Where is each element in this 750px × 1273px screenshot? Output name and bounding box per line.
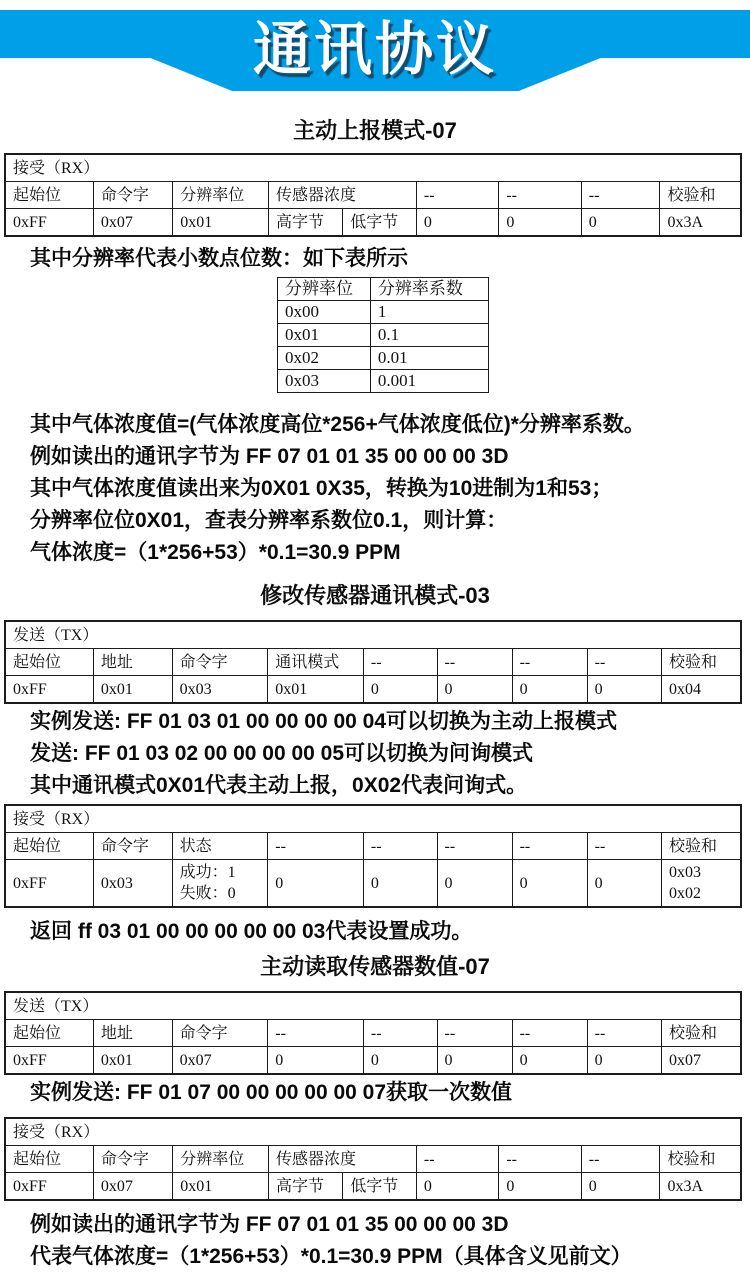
table-cell: 低字节 [343, 209, 417, 237]
concentration-formula-paragraph [0, 409, 750, 569]
text-line: 其中气体浓度值读出来为0X01 0X35，转换为10进制为1和53； [30, 477, 613, 500]
table-cell: -- [512, 1020, 587, 1047]
table-cell: 分辨率系数 [370, 278, 488, 301]
table-cell: 0 [581, 1173, 660, 1201]
table-cell: 地址 [93, 649, 172, 676]
text-line: 例如读出的通讯字节为 FF 07 01 01 35 00 00 00 3D [30, 1213, 509, 1236]
table-cell: 0x07 [93, 209, 172, 237]
section-title-active-report: 主动上报模式-07 [293, 118, 457, 143]
table-cell: -- [268, 833, 364, 860]
table-cell: 0 [437, 676, 512, 704]
table-cell: 地址 [93, 1020, 172, 1047]
table-cell: 高字节 [268, 209, 342, 237]
table-cell: 0x03 [278, 370, 371, 393]
table-cell: 0 [268, 860, 364, 908]
mode-switch-paragraph [0, 706, 750, 802]
table-cell: 0 [499, 1173, 581, 1201]
table-cell: -- [587, 1020, 661, 1047]
table-cell: -- [363, 649, 437, 676]
rx07-protocol-table [4, 153, 742, 237]
resolution-note [0, 243, 750, 275]
table-cell: -- [437, 649, 512, 676]
table-cell: 0 [363, 1047, 437, 1075]
table-cell: 0xFF [5, 1047, 93, 1075]
table-cell: 接受（RX） [5, 1118, 741, 1146]
table-cell: 0x07 [93, 1173, 172, 1201]
table-cell: 低字节 [343, 1173, 417, 1201]
table-cell: 起始位 [5, 1146, 93, 1173]
table-cell: 0xFF [5, 676, 93, 704]
text-line: 分辨率位位0X01，查表分辨率系数位0.1，则计算： [30, 509, 508, 532]
table-cell: 0 [512, 1047, 587, 1075]
text-line: 其中通讯模式0X01代表主动上报，0X02代表问询式。 [30, 774, 528, 797]
table-cell: 0x03 [172, 676, 268, 704]
table-cell: 0x04 [661, 676, 741, 704]
text-line: 实例发送: FF 01 07 00 00 00 00 00 07获取一次数值 [30, 1081, 513, 1104]
table-cell: 0 [512, 860, 587, 908]
tx03-protocol-table [4, 620, 742, 704]
table-cell: 0.1 [370, 324, 488, 347]
table-cell: 通讯模式 [268, 649, 364, 676]
return-success-note [0, 916, 750, 948]
table-cell: 0x00 [278, 301, 371, 324]
table-cell: 0x3A [660, 1173, 741, 1201]
table-cell: 0x07 [661, 1047, 741, 1075]
table-cell: 起始位 [5, 649, 93, 676]
table-cell: 0x3A [660, 209, 741, 237]
text-line: 气体浓度=（1*256+53）*0.1=30.9 PPM [30, 541, 401, 564]
table-cell: 接受（RX） [5, 805, 741, 833]
table-cell: 0 [363, 860, 437, 908]
text-line: 例如读出的通讯字节为 FF 07 01 01 35 00 00 00 3D [30, 445, 509, 468]
text-line: 代表气体浓度=（1*256+53）*0.1=30.9 PPM（具体含义见前文） [30, 1245, 632, 1268]
table-cell: 校验和 [661, 649, 741, 676]
table-cell: 0x01 [93, 676, 172, 704]
table-cell: 状态 [172, 833, 268, 860]
table-cell: 分辨率位 [173, 1146, 269, 1173]
closing-paragraph [0, 1209, 750, 1273]
table-cell: 0 [581, 209, 660, 237]
text-line: 其中气体浓度值=(气体浓度高位*256+气体浓度低位)*分辨率系数。 [30, 413, 645, 436]
table-cell: 传感器浓度 [268, 182, 416, 209]
table-cell: 起始位 [5, 182, 93, 209]
table-cell: 0 [437, 860, 512, 908]
table-cell: 0 [416, 209, 498, 237]
table-cell: 分辨率位 [278, 278, 371, 301]
table-cell: 高字节 [268, 1173, 342, 1201]
table-cell: 命令字 [93, 833, 172, 860]
table-cell: -- [512, 833, 587, 860]
table-cell: 0x01 [173, 1173, 269, 1201]
table-cell: 起始位 [5, 1020, 93, 1047]
table-cell: 0 [499, 209, 581, 237]
table-cell: -- [416, 182, 498, 209]
table-cell: 0x01 [173, 209, 269, 237]
table-cell: -- [499, 1146, 581, 1173]
text-line: 返回 ff 03 01 00 00 00 00 00 03代表设置成功。 [30, 920, 473, 943]
text-line: 其中分辨率代表小数点位数：如下表所示 [30, 247, 408, 270]
table-cell: -- [499, 182, 581, 209]
table-cell: 0x03 [93, 860, 172, 908]
text-line: 发送: FF 01 03 02 00 00 00 00 05可以切换为问询模式 [30, 742, 534, 765]
tx07-protocol-table [4, 991, 742, 1075]
table-cell: -- [416, 1146, 498, 1173]
table-cell: 校验和 [660, 1146, 741, 1173]
page-title: 通讯协议 [252, 17, 497, 82]
section-title-change-mode: 修改传感器通讯模式-03 [260, 583, 490, 608]
table-cell: 0xFF [5, 1173, 93, 1201]
table-cell: 0 [416, 1173, 498, 1201]
table-cell: 接受（RX） [5, 154, 741, 182]
table-cell: 命令字 [93, 182, 172, 209]
table-cell: 传感器浓度 [268, 1146, 416, 1173]
table-cell: 1 [370, 301, 488, 324]
table-cell: -- [581, 1146, 660, 1173]
table-cell: 0 [268, 1047, 364, 1075]
resolution-coefficient-table [277, 277, 489, 393]
table-cell: 0x03 0x02 [661, 860, 741, 908]
table-cell: 0 [587, 676, 661, 704]
table-cell: 0.01 [370, 347, 488, 370]
table-cell: 命令字 [172, 1020, 268, 1047]
table-cell: -- [437, 833, 512, 860]
table-cell: 校验和 [661, 833, 741, 860]
table-cell: -- [363, 833, 437, 860]
table-cell: 0x07 [172, 1047, 268, 1075]
table-cell: 0 [363, 676, 437, 704]
table-cell: 0x02 [278, 347, 371, 370]
table-cell: 校验和 [661, 1020, 741, 1047]
page-banner [0, 0, 750, 100]
table-cell: 发送（TX） [5, 621, 741, 649]
table-cell: 成功：1 失败：0 [172, 860, 268, 908]
table-cell: 0xFF [5, 860, 93, 908]
section-title-active-read: 主动读取传感器数值-07 [260, 954, 490, 979]
table-cell: 起始位 [5, 833, 93, 860]
table-cell: -- [437, 1020, 512, 1047]
table-cell: -- [268, 1020, 364, 1047]
rx07-repeat-protocol-table [4, 1117, 742, 1201]
table-cell: 0 [587, 860, 661, 908]
table-cell: 0x01 [93, 1047, 172, 1075]
table-cell: 0xFF [5, 209, 93, 237]
table-cell: 0x01 [278, 324, 371, 347]
table-cell: 0 [587, 1047, 661, 1075]
table-cell: -- [363, 1020, 437, 1047]
table-cell: 0x01 [268, 676, 364, 704]
table-cell: 0 [512, 676, 587, 704]
text-line: 实例发送: FF 01 03 01 00 00 00 00 04可以切换为主动上报模式 [30, 710, 618, 733]
table-cell: 分辨率位 [173, 182, 269, 209]
table-cell: 校验和 [660, 182, 741, 209]
table-cell: -- [587, 833, 661, 860]
table-cell: 发送（TX） [5, 992, 741, 1020]
table-cell: -- [512, 649, 587, 676]
table-cell: -- [587, 649, 661, 676]
table-cell: 命令字 [172, 649, 268, 676]
rx03-protocol-table [4, 804, 742, 908]
table-cell: 0 [437, 1047, 512, 1075]
table-cell: -- [581, 182, 660, 209]
table-cell: 0.001 [370, 370, 488, 393]
table-cell: 命令字 [93, 1146, 172, 1173]
example-send-note [0, 1077, 750, 1109]
